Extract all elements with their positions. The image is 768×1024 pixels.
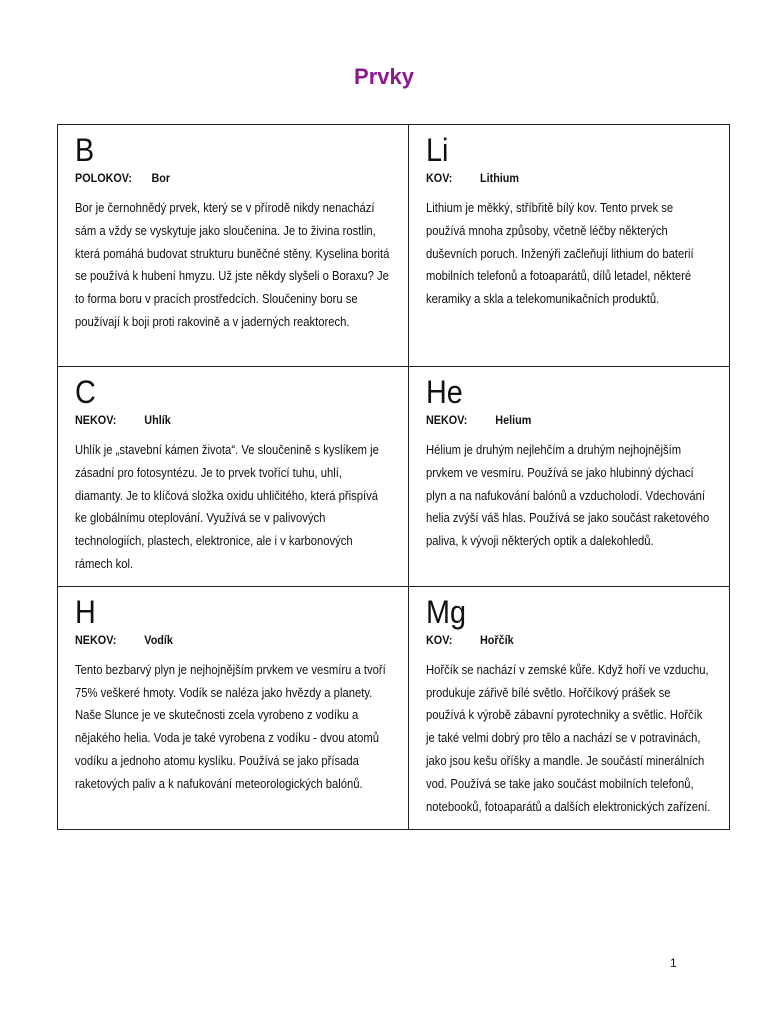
element-cell-hydrogen	[58, 586, 409, 829]
table-row	[58, 367, 730, 587]
element-description: Uhlík je „stavební kámen života“. Ve sloučenině s kyslíkem je zásadní pro fotosyntézu. Je to prvek tvořící tuhu, uhlí, diamanty. Je to klíčová složka oxidu uhličitého, která přispívá ke globálnímu oteplování. Využívá se v palivových technologiích, plastech, elektronice, ale i v karbonových rámech kol.	[75, 443, 379, 571]
element-cell-helium	[409, 367, 730, 587]
element-symbol: C	[75, 374, 96, 410]
element-name: Vodík	[144, 632, 173, 647]
element-cell-boron	[58, 125, 409, 367]
element-name: Helium	[495, 413, 532, 427]
element-cell-magnesium	[409, 586, 730, 829]
element-symbol: Li	[426, 132, 449, 168]
element-name: Uhlík	[144, 413, 171, 427]
element-name: Bor	[151, 171, 171, 185]
element-description: Hořčík se nachází v zemské kůře. Když hoří ve vzduchu, produkuje zářivě bílé světlo. Hořčíkový prášek se používá k výrobě zábavní pyrotechniky a světlic. Hořčík je také velmi dobrý pro tělo a nachází se v potravinách, jako jsou kešu oříšky a mandle. Je součástí minerálních vod. Používá se take jako součást mobilních telefonů, notebooků, fotoaparátů a dalších elektronických zařízení.	[426, 662, 711, 814]
element-class: NEKOV:	[75, 413, 117, 427]
element-meta	[75, 171, 360, 185]
element-symbol: Mg	[426, 593, 467, 630]
element-cell-lithium	[409, 125, 730, 367]
element-meta	[75, 413, 360, 427]
elements-table	[57, 124, 730, 830]
element-symbol: B	[75, 132, 95, 168]
element-name: Lithium	[480, 171, 519, 185]
element-meta	[426, 413, 684, 427]
element-class: NEKOV:	[426, 413, 468, 427]
table-row	[58, 586, 730, 829]
element-meta	[426, 171, 684, 185]
element-class: NEKOV:	[75, 632, 117, 647]
element-description: Bor je černohnědý prvek, který se v přírodě nikdy nenachází sám a vždy se vyskytuje jako sloučenina. Je to živina rostlin, která pomáhá budovat strukturu buněčné stěny. Kyselina boritá se používá k hubení hmyzu. Už jste někdy slyšeli o Boraxu? Je to forma boru v pracích prostředcích. Sloučeniny boru se používají k boji proti rakovině a v jaderných reaktorech.	[75, 201, 390, 329]
element-class: KOV:	[426, 171, 453, 185]
element-symbol: He	[426, 374, 463, 410]
element-symbol: H	[75, 593, 96, 630]
element-class: KOV:	[426, 632, 453, 647]
page-title: Prvky	[354, 64, 414, 89]
element-description: Lithium je měkký, stříbřitě bílý kov. Tento prvek se používá mnoha způsoby, včetně léčby některých duševních poruch. Inženýři začleňují lithium do baterií mobilních telefonů a fotoaparátů, dílů letadel, některé keramiky a skla a telekomunikačních produktů.	[426, 201, 694, 307]
element-meta	[426, 633, 684, 647]
element-description: Tento bezbarvý plyn je nejhojnějším prvkem ve vesmíru a tvoří 75% veškeré hmoty. Vodík se naléza jako hvězdy a planety. Naše Slunce je ve skutečnosti zcela vyrobeno z vodíku a nějakého helia. Voda je také vyrobena z vodíku - dvou atomů vodíku a jednoho atomu kyslíku. Používá se jako přísada raketových paliv a k nafukování meteorologických balónů.	[75, 662, 386, 791]
element-meta	[75, 633, 360, 647]
table-row	[58, 125, 730, 367]
element-cell-carbon	[58, 367, 409, 587]
element-class: POLOKOV:	[75, 171, 133, 185]
page-number: 1	[670, 956, 677, 970]
element-description: Hélium je druhým nejlehčím a druhým nejhojnějším prvkem ve vesmíru. Používá se jako hlubinný dýchací plyn a na nafukování balónů a vzducholodí. Vdechování helia zvýší váš hlas. Používá se jako součást raketového paliva, k vývoji některých optik a dalekohledů.	[426, 443, 710, 549]
element-name: Hořčík	[480, 632, 514, 647]
